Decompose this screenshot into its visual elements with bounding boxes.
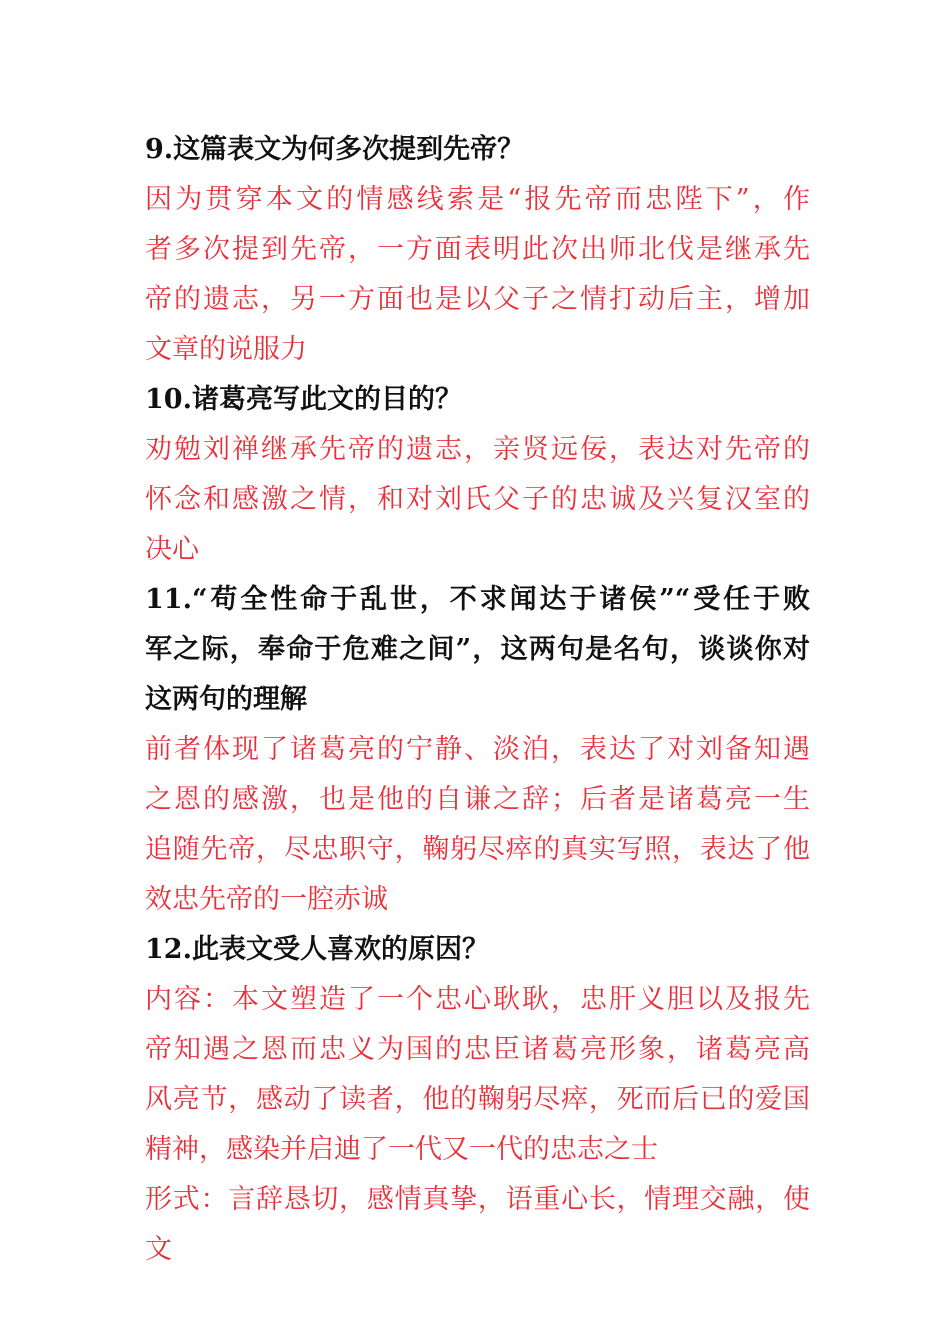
answer-11-line-3: 追随先帝，尽忠职守，鞠躬尽瘁的真实写照，表达了他 (145, 834, 810, 865)
answer-11-line-1: 前者体现了诸葛亮的宁静、淡泊，表达了对刘备知遇 (145, 734, 810, 765)
answer-12-content-line-2: 帝知遇之恩而忠义为国的忠臣诸葛亮形象，诸葛亮高 (145, 1034, 810, 1065)
answer-9-line-3: 帝的遗志，另一方面也是以父子之情打动后主，增加 (145, 284, 810, 315)
answer-11 (145, 725, 810, 925)
answer-10-line-3: 决心 (145, 534, 199, 565)
answer-12-content-line-3: 风亮节，感动了读者，他的鞠躬尽瘁，死而后已的爱国 (145, 1084, 810, 1115)
question-12-line-1: 12.此表文受人喜欢的原因？ (145, 934, 489, 965)
question-12 (145, 925, 810, 975)
answer-12-content-line-1: 内容：本文塑造了一个忠心耿耿，忠肝义胆以及报先 (145, 984, 810, 1015)
document-body (145, 125, 810, 1265)
answer-9-line-4: 文章的说服力 (145, 334, 307, 365)
answer-9-line-2: 者多次提到先帝，一方面表明此次出师北伐是继承先 (145, 234, 810, 265)
answer-10-line-1: 劝勉刘禅继承先帝的遗志，亲贤远佞，表达对先帝的 (145, 434, 810, 465)
question-9-line-1: 9.这篇表文为何多次提到先帝？ (145, 134, 525, 165)
answer-10-line-2: 怀念和感激之情，和对刘氏父子的忠诚及兴复汉室的 (145, 484, 810, 515)
question-11 (145, 575, 810, 725)
answer-12-form (145, 1175, 810, 1265)
question-11-line-1: 11.“苟全性命于乱世，不求闻达于诸侯”“受任于败 (145, 584, 810, 615)
answer-9 (145, 175, 810, 375)
question-10 (145, 375, 810, 425)
question-10-line-1: 10.诸葛亮写此文的目的？ (145, 384, 462, 415)
question-11-line-2: 军之际，奉命于危难之间”，这两句是名句，谈谈你对 (145, 634, 810, 665)
answer-11-line-2: 之恩的感激，也是他的自谦之辞；后者是诸葛亮一生 (145, 784, 810, 815)
question-9 (145, 125, 810, 175)
answer-11-line-4: 效忠先帝的一腔赤诚 (145, 884, 388, 915)
answer-12-content-line-4: 精神，感染并启迪了一代又一代的忠志之士 (145, 1134, 658, 1165)
answer-9-line-1: 因为贯穿本文的情感线索是“报先帝而忠陛下”，作 (145, 184, 810, 215)
answer-10 (145, 425, 810, 575)
question-11-line-3: 这两句的理解 (145, 684, 307, 715)
answer-12-form-line-1: 形式：言辞恳切，感情真挚，语重心长，情理交融，使文 (145, 1184, 810, 1265)
answer-12-content (145, 975, 810, 1175)
